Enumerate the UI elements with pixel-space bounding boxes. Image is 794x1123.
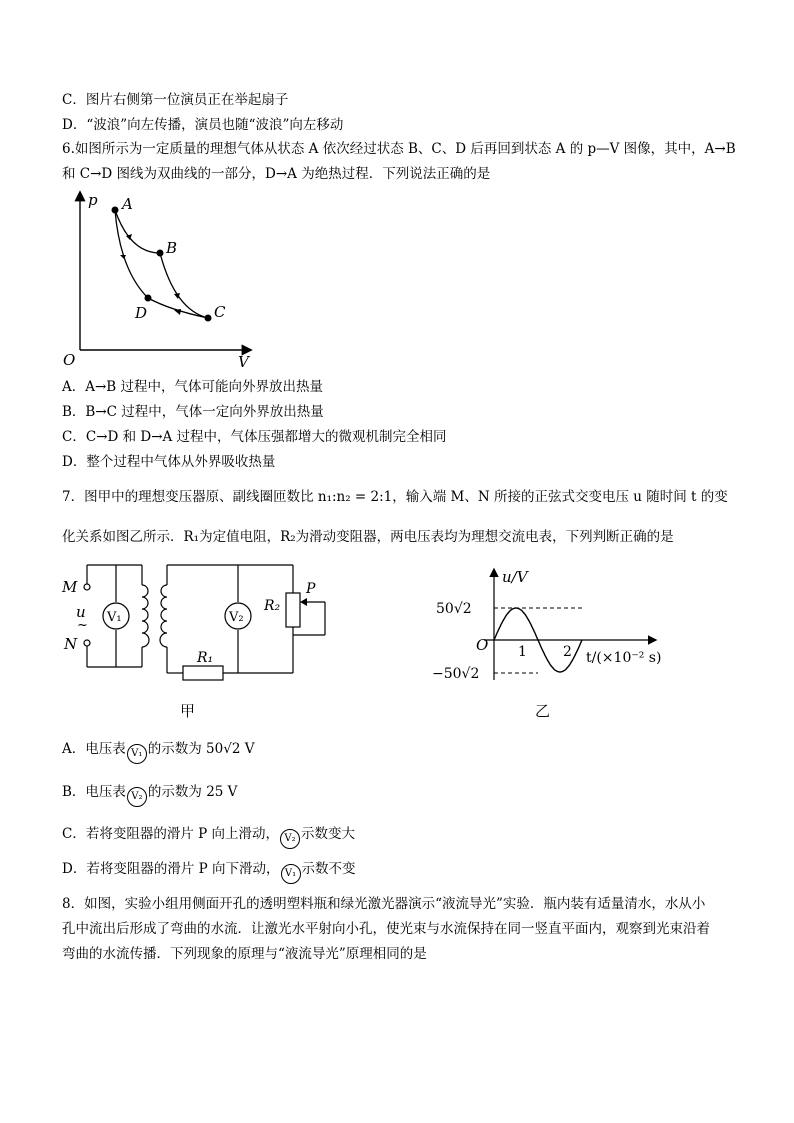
ymax-label: 50√2: [436, 601, 472, 617]
q6-option-d: D．整个过程中气体从外界吸收热量: [62, 454, 276, 470]
label-u: u: [76, 603, 86, 621]
curve-a-b: [115, 210, 160, 253]
t-axis-label: t/(×10⁻² s): [586, 650, 662, 666]
label-a: A: [122, 195, 133, 213]
label-c: C: [214, 303, 226, 321]
q7-option-b: [62, 783, 237, 807]
q8-stem-line1: 8．如图，实验小组用侧面开孔的透明塑料瓶和绿光激光器演示“液流导光”实验．瓶内装有适量清水，水从小: [62, 896, 706, 912]
q8-stem-line3: 弯曲的水流传播．下列现象的原理与“液流导光”原理相同的是: [62, 946, 427, 962]
q6-option-b: B．B→C 过程中，气体一定向外界放出热量: [62, 404, 324, 420]
p-axis-label: p: [88, 191, 98, 209]
q7-option-c-rest: 示数变大: [301, 826, 355, 842]
terminal-n: [84, 640, 90, 646]
caption-jia: 甲: [180, 702, 196, 720]
q7-option-a-text: A．电压表: [62, 741, 126, 757]
label-b: B: [166, 239, 178, 257]
q7-stem-line2: 化关系如图乙所示．R₁为定值电阻，R₂为滑动变阻器，两电压表均为理想交流电表，下列判断正确的是: [62, 529, 674, 545]
q6-stem-line2: 和 C→D 图线为双曲线的一部分，D→A 为绝热过程．下列说法正确的是: [62, 166, 491, 182]
q5-option-d: D．“波浪”向左传播，演员也随“波浪”向左移动: [62, 117, 344, 133]
q5-option-c: C．图片右侧第一位演员正在举起扇子: [62, 92, 289, 108]
secondary-coil: [160, 585, 167, 647]
label-v1: V₁: [107, 610, 122, 625]
voltmeter-v2-icon: V₂: [127, 787, 147, 807]
label-m: M: [62, 578, 78, 596]
voltmeter-v1-icon: V₁: [127, 744, 147, 764]
wave-origin-label: O: [476, 636, 489, 654]
point-d: [145, 295, 152, 302]
q7-option-d-rest: 示数不变: [301, 861, 356, 877]
q8-stem-line2: 孔中流出后形成了弯曲的水流．让激光水平射向小孔，使光束与水流保持在同一竖直平面内，观察到光束沿着: [62, 921, 710, 937]
q6-option-c: C．C→D 和 D→A 过程中，气体压强都增大的微观机制完全相同: [62, 429, 447, 445]
ymin-label: −50√2: [432, 666, 480, 682]
label-d: D: [135, 304, 148, 322]
primary-coil: [142, 585, 149, 647]
origin-label: O: [63, 351, 76, 369]
terminal-m: [84, 584, 90, 590]
label-v2: V₂: [229, 610, 244, 625]
resistor-r1: [183, 666, 223, 680]
q7-option-b-text: B．电压表: [62, 784, 126, 800]
label-r1: R₁: [197, 650, 214, 666]
v-axis-label: V: [238, 353, 249, 370]
q6-option-a: A．A→B 过程中，气体可能向外界放出热量: [62, 379, 324, 395]
u-axis-label: u/V: [502, 568, 528, 586]
circuit-diagram: [60, 555, 360, 690]
label-r2: R₂: [264, 598, 281, 614]
waveform-chart: [430, 562, 670, 687]
label-ac: ~: [77, 618, 88, 633]
voltmeter-v1-icon: V₁: [281, 864, 301, 884]
pv-graph: [60, 185, 260, 370]
slider-p: [300, 598, 307, 606]
point-a: [112, 207, 119, 214]
q7-option-c-text: C．若将变阻器的滑片 P 向上滑动，: [62, 826, 279, 842]
q7-option-d-text: D．若将变阻器的滑片 P 向下滑动，: [62, 861, 280, 877]
curve-b-c: [160, 253, 208, 318]
voltmeter-v2-icon: V₂: [280, 829, 300, 849]
q6-stem-line1: 6.如图所示为一定质量的理想气体从状态 A 依次经过状态 B、C、D 后再回到状态 A 的 p—V 图像，其中，A→B: [62, 141, 736, 157]
q7-option-a-rest: 的示数为 50√2 V: [147, 741, 255, 757]
point-c: [205, 315, 212, 322]
rheostat-r2: [286, 593, 300, 627]
point-b: [157, 250, 164, 257]
caption-yi: 乙: [535, 702, 551, 720]
q7-option-d: [62, 860, 356, 884]
label-n: N: [64, 635, 78, 653]
q7-stem-line1: 7．图甲中的理想变压器原、副线圈匝数比 n₁:n₂ = 2:1，输入端 M、N 所接的正弦式交变电压 u 随时间 t 的变: [62, 489, 728, 505]
q7-option-c: [62, 825, 355, 849]
q7-option-a: [62, 740, 254, 764]
tick-1-label: 1: [518, 644, 527, 660]
tick-2-label: 2: [563, 644, 572, 660]
q7-option-b-rest: 的示数为 25 V: [147, 784, 238, 800]
label-p: P: [306, 581, 316, 597]
